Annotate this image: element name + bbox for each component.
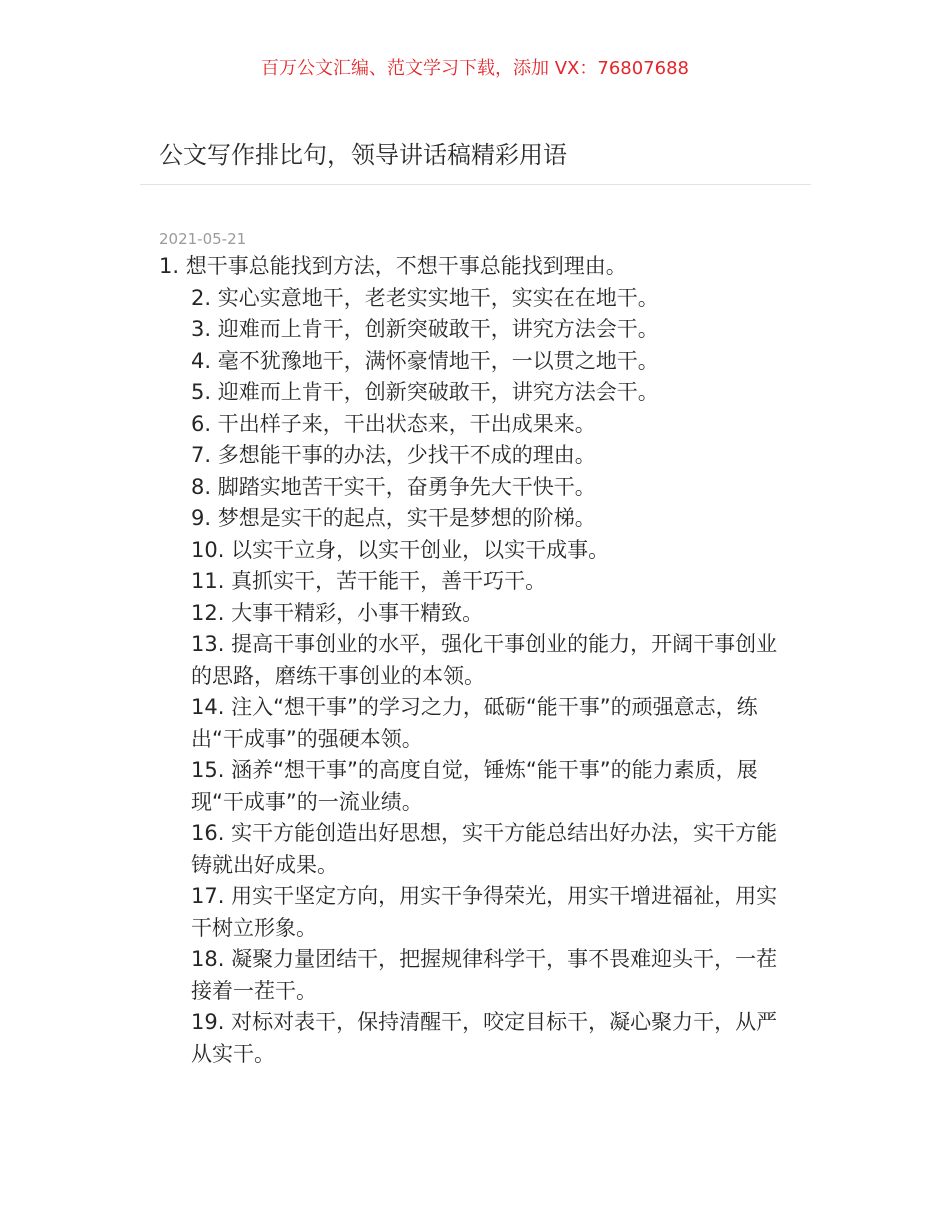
list-item: 8. 脚踏实地苦干实干，奋勇争先大干快干。 [191,474,596,499]
list-item: 1. 想干事总能找到方法，不想干事总能找到理由。 [159,254,627,278]
list-item: 18. 凝聚力量团结干，把握规律科学干，事不畏难迎头干，一茬接着一茬干。 [191,947,778,1003]
list-item: 10. 以实干立身，以实干创业，以实干成事。 [191,537,610,562]
list-item: 3. 迎难而上肯干，创新突破敢干，讲究方法会干。 [191,317,659,341]
list-item: 6. 干出样子来，干出状态来，干出成果来。 [191,411,596,436]
list-item: 13. 提高干事创业的水平，强化干事创业的能力，开阔干事创业的思路，磨练干事创业的本领。 [191,632,778,688]
article-body [159,251,794,1070]
list-item: 11. 真抓实干，苦干能干，善干巧干。 [191,569,547,593]
watermark-banner: 百万公文汇编、范文学习下载，添加 VX：76807688 [261,58,689,79]
list-item: 7. 多想能干事的办法，少找干不成的理由。 [191,443,596,467]
title-divider [140,184,811,185]
list-item: 17. 用实干坚定方向，用实干争得荣光，用实干增进福祉，用实干树立形象。 [191,884,778,940]
list-item: 19. 对标对表干，保持清醒干，咬定目标干，凝心聚力干，从严从实干。 [191,1010,778,1066]
list-item: 2. 实心实意地干，老老实实地干，实实在在地干。 [191,285,659,310]
list-item: 9. 梦想是实干的起点，实干是梦想的阶梯。 [191,506,596,530]
article-title: 公文写作排比句，领导讲话稿精彩用语 [159,141,567,169]
list-item: 4. 毫不犹豫地干，满怀豪情地干，一以贯之地干。 [191,348,659,373]
article-date: 2021-05-21 [159,230,247,248]
list-item: 5. 迎难而上肯干，创新突破敢干，讲究方法会干。 [191,380,659,404]
list-item: 16. 实干方能创造出好思想，实干方能总结出好办法，实干方能铸就出好成果。 [191,821,778,877]
list-item: 14. 注入“想干事”的学习之力，砥砺“能干事”的顽强意志，练出“干成事”的强硬本领。 [191,695,758,751]
list-item: 15. 涵养“想干事”的高度自觉，锤炼“能干事”的能力素质，展现“干成事”的一流业绩。 [191,758,758,814]
list-item: 12. 大事干精彩，小事干精致。 [191,600,484,625]
